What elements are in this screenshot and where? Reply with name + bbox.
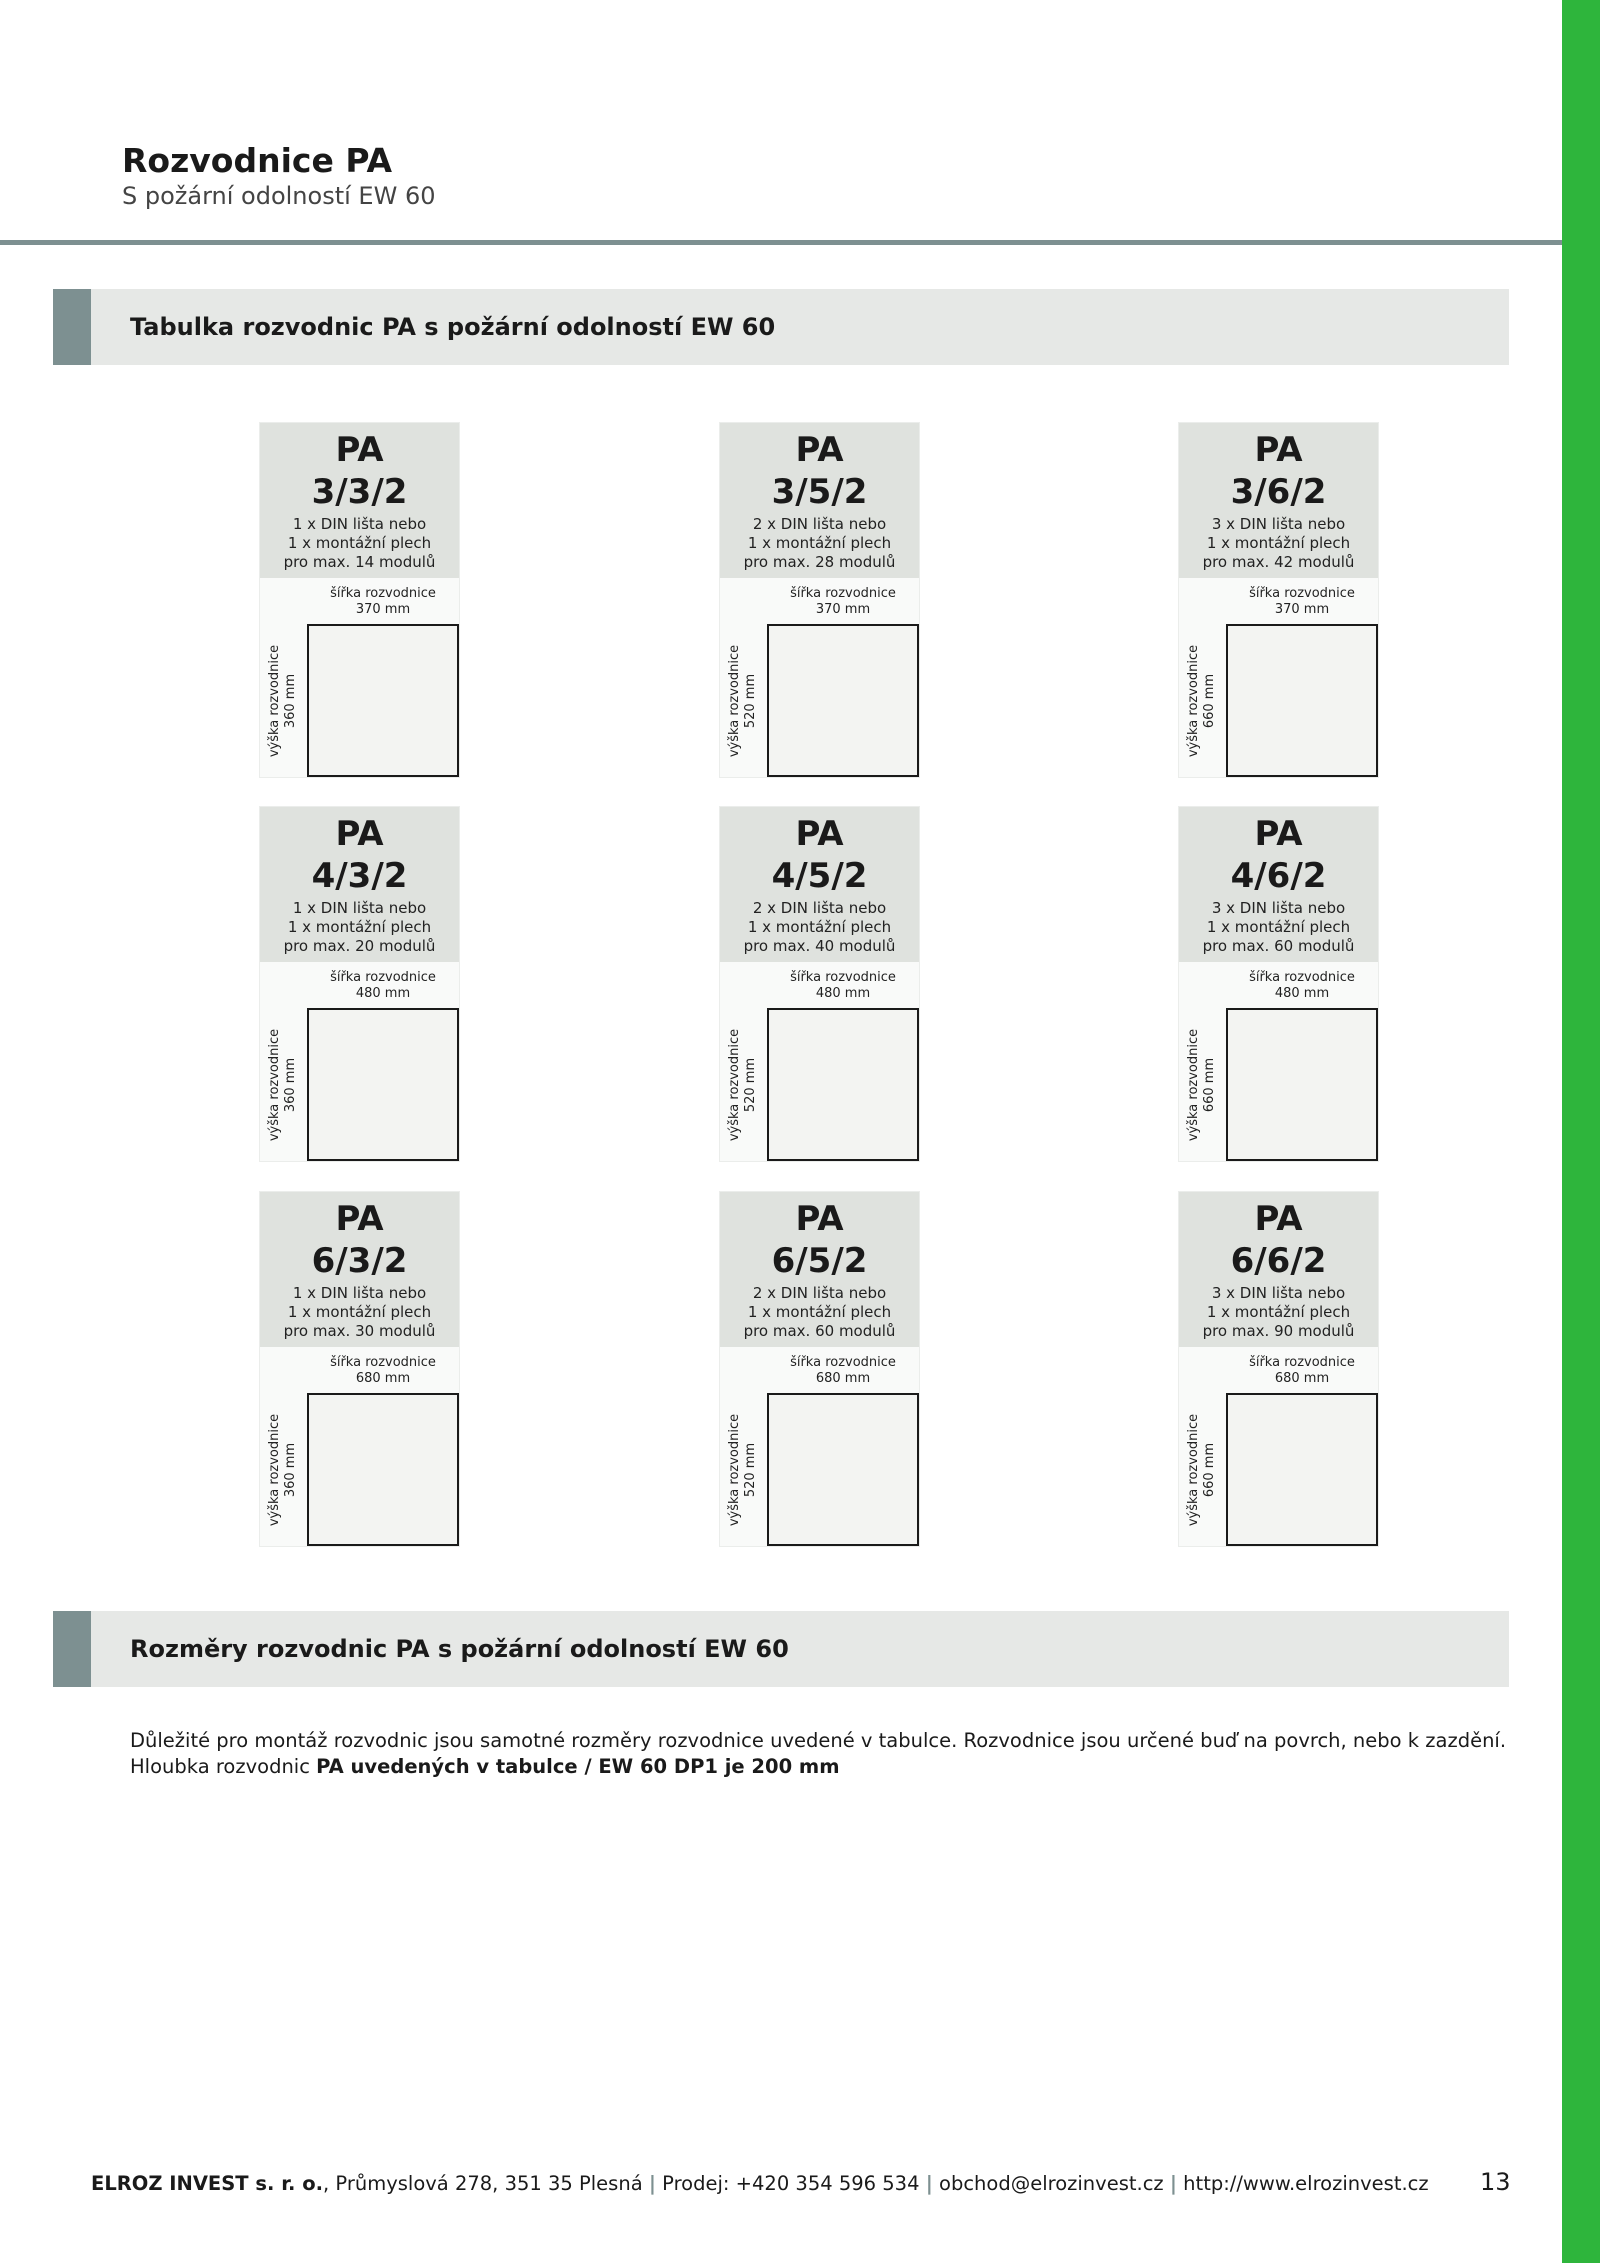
- cabinet-desc-line: 2 x DIN lišta nebo: [752, 899, 887, 917]
- cabinet-desc-line: pro max. 40 modulů: [743, 937, 896, 955]
- cabinet-model-code: 4/6/2: [1230, 856, 1327, 896]
- cabinet-height-label: [1179, 624, 1225, 777]
- cabinet-model-series: PA: [1254, 430, 1303, 470]
- page-subtitle: S požární odolností EW 60: [122, 181, 436, 210]
- cabinet-model: [720, 813, 919, 897]
- note-line-2: [130, 1754, 1510, 1780]
- height-rotated-text: [267, 1393, 299, 1546]
- section-accent: [53, 289, 91, 365]
- section-table-header: [53, 289, 1509, 365]
- cabinet-width-label: [1227, 1355, 1377, 1387]
- height-rotated-text: [267, 1008, 299, 1161]
- cabinet-desc-line: 1 x montážní plech: [747, 534, 892, 552]
- cabinet-description: [720, 1284, 919, 1341]
- cabinet-card-head: [1179, 1192, 1378, 1347]
- cabinet-desc-line: 1 x montážní plech: [287, 918, 432, 936]
- cabinet-desc-line: 1 x DIN lišta nebo: [292, 899, 427, 917]
- height-value: 360 mm: [283, 1057, 298, 1112]
- footer-separator: |: [648, 2172, 656, 2195]
- cabinet-desc-line: 1 x montážní plech: [1206, 918, 1351, 936]
- section-accent: [53, 1611, 91, 1687]
- cabinet-description: [720, 515, 919, 572]
- height-value: 520 mm: [743, 1442, 758, 1497]
- cabinet-model-series: PA: [335, 1199, 384, 1239]
- cabinet-height-label: [1179, 1393, 1225, 1546]
- footer-address: , Průmyslová 278, 351 35 Plesná: [323, 2172, 649, 2195]
- footer-phone: Prodej: +420 354 596 534: [655, 2172, 926, 2195]
- cabinet-width-label: [308, 970, 458, 1002]
- cabinet-outline: [1226, 624, 1378, 777]
- cabinet-desc-line: pro max. 20 modulů: [283, 937, 436, 955]
- cabinet-width-label: [768, 1355, 918, 1387]
- footer-separator: |: [1169, 2172, 1177, 2195]
- cabinet-model-code: 3/6/2: [1230, 472, 1327, 512]
- cabinet-width-label: [768, 586, 918, 618]
- cabinet-card: [259, 806, 460, 1162]
- width-value: 680 mm: [355, 1371, 411, 1386]
- cabinet-outline: [1226, 1008, 1378, 1161]
- cabinet-model: [720, 1198, 919, 1282]
- cabinet-card-head: [720, 807, 919, 962]
- width-caption: šířka rozvodnice: [1249, 1355, 1355, 1370]
- cabinet-card: [719, 422, 920, 778]
- cabinet-outline: [767, 624, 919, 777]
- width-value: 480 mm: [1274, 986, 1330, 1001]
- height-value: 360 mm: [283, 673, 298, 728]
- cabinet-card-head: [260, 807, 459, 962]
- cabinet-card: [259, 1191, 460, 1547]
- cabinet-model-code: 6/3/2: [311, 1241, 408, 1281]
- cabinet-height-label: [720, 624, 766, 777]
- height-rotated-text: [1186, 1008, 1218, 1161]
- cabinet-desc-line: pro max. 42 modulů: [1202, 553, 1355, 571]
- cabinet-model-code: 3/3/2: [311, 472, 408, 512]
- cabinet-desc-line: 3 x DIN lišta nebo: [1211, 515, 1346, 533]
- cabinet-height-label: [720, 1393, 766, 1546]
- height-caption: výška rozvodnice: [1186, 1028, 1201, 1141]
- cabinet-model-series: PA: [795, 430, 844, 470]
- cabinet-card: [719, 1191, 920, 1547]
- cabinet-model: [720, 429, 919, 513]
- cabinet-outline: [307, 624, 459, 777]
- cabinet-model-series: PA: [795, 814, 844, 854]
- cabinet-outline: [307, 1008, 459, 1161]
- note-line-2-prefix: Hloubka rozvodnic: [130, 1755, 317, 1778]
- height-value: 360 mm: [283, 1442, 298, 1497]
- height-caption: výška rozvodnice: [1186, 644, 1201, 757]
- cabinet-height-label: [720, 1008, 766, 1161]
- cabinet-desc-line: 1 x DIN lišta nebo: [292, 515, 427, 533]
- width-value: 480 mm: [355, 986, 411, 1001]
- cabinet-desc-line: 3 x DIN lišta nebo: [1211, 899, 1346, 917]
- cabinet-desc-line: 1 x DIN lišta nebo: [292, 1284, 427, 1302]
- page-number: 13: [1480, 2168, 1511, 2196]
- note-line-2-bold: PA uvedených v tabulce / EW 60 DP1 je 200 mm: [316, 1755, 840, 1778]
- cabinet-desc-line: pro max. 90 modulů: [1202, 1322, 1355, 1340]
- footer-website[interactable]: http://www.elrozinvest.cz: [1176, 2172, 1429, 2195]
- cabinet-model-series: PA: [335, 430, 384, 470]
- width-caption: šířka rozvodnice: [330, 586, 436, 601]
- cabinet-desc-line: 1 x montážní plech: [287, 534, 432, 552]
- width-caption: šířka rozvodnice: [330, 970, 436, 985]
- cabinet-outline: [767, 1008, 919, 1161]
- height-value: 660 mm: [1202, 1442, 1217, 1497]
- cabinet-desc-line: pro max. 28 modulů: [743, 553, 896, 571]
- height-rotated-text: [1186, 624, 1218, 777]
- cabinet-outline: [307, 1393, 459, 1546]
- cabinet-outline: [1226, 1393, 1378, 1546]
- height-caption: výška rozvodnice: [727, 644, 742, 757]
- cabinet-width-label: [768, 970, 918, 1002]
- cabinet-desc-line: pro max. 30 modulů: [283, 1322, 436, 1340]
- width-caption: šířka rozvodnice: [1249, 970, 1355, 985]
- width-caption: šířka rozvodnice: [790, 970, 896, 985]
- cabinet-width-label: [1227, 970, 1377, 1002]
- cabinet-description: [1179, 1284, 1378, 1341]
- cabinet-height-label: [260, 1393, 306, 1546]
- cabinet-card: [1178, 422, 1379, 778]
- height-caption: výška rozvodnice: [267, 1413, 282, 1526]
- cabinet-card-head: [260, 1192, 459, 1347]
- height-caption: výška rozvodnice: [727, 1028, 742, 1141]
- cabinet-card: [259, 422, 460, 778]
- height-caption: výška rozvodnice: [267, 644, 282, 757]
- cabinet-model: [1179, 429, 1378, 513]
- page-header: [122, 142, 435, 210]
- cabinet-height-label: [260, 1008, 306, 1161]
- cabinet-desc-line: 1 x montážní plech: [1206, 534, 1351, 552]
- cabinet-height-label: [260, 624, 306, 777]
- footer: [91, 2172, 1429, 2195]
- cabinet-card-head: [1179, 807, 1378, 962]
- cabinet-card-head: [720, 423, 919, 578]
- cabinet-model: [1179, 1198, 1378, 1282]
- cabinet-desc-line: 1 x montážní plech: [747, 918, 892, 936]
- width-caption: šířka rozvodnice: [330, 1355, 436, 1370]
- cabinet-desc-line: 2 x DIN lišta nebo: [752, 515, 887, 533]
- width-caption: šířka rozvodnice: [1249, 586, 1355, 601]
- cabinet-model-series: PA: [335, 814, 384, 854]
- cabinet-width-label: [308, 1355, 458, 1387]
- width-value: 480 mm: [815, 986, 871, 1001]
- width-caption: šířka rozvodnice: [790, 586, 896, 601]
- height-rotated-text: [727, 624, 759, 777]
- cabinet-description: [1179, 899, 1378, 956]
- cabinet-desc-line: pro max. 60 modulů: [743, 1322, 896, 1340]
- cabinet-desc-line: 1 x montážní plech: [747, 1303, 892, 1321]
- side-accent-bar: [1562, 0, 1600, 2263]
- cabinet-model: [260, 813, 459, 897]
- cabinet-model-series: PA: [795, 1199, 844, 1239]
- section-dimensions-header: [53, 1611, 1509, 1687]
- footer-email[interactable]: obchod@elrozinvest.cz: [932, 2172, 1170, 2195]
- height-value: 660 mm: [1202, 1057, 1217, 1112]
- height-caption: výška rozvodnice: [1186, 1413, 1201, 1526]
- cabinet-outline: [767, 1393, 919, 1546]
- dimensions-note: [130, 1728, 1510, 1780]
- cabinet-width-label: [1227, 586, 1377, 618]
- cabinet-description: [1179, 515, 1378, 572]
- cabinet-card-head: [260, 423, 459, 578]
- height-caption: výška rozvodnice: [267, 1028, 282, 1141]
- cabinet-model-code: 4/3/2: [311, 856, 408, 896]
- height-value: 520 mm: [743, 1057, 758, 1112]
- width-value: 680 mm: [815, 1371, 871, 1386]
- section-dimensions-title: Rozměry rozvodnic PA s požární odolností EW 60: [130, 1635, 789, 1663]
- cabinet-card: [719, 806, 920, 1162]
- cabinet-card-head: [1179, 423, 1378, 578]
- cabinet-desc-line: 2 x DIN lišta nebo: [752, 1284, 887, 1302]
- footer-company: ELROZ INVEST s. r. o.: [91, 2172, 324, 2195]
- height-caption: výška rozvodnice: [727, 1413, 742, 1526]
- section-table-title: Tabulka rozvodnic PA s požární odolností EW 60: [130, 313, 776, 341]
- width-caption: šířka rozvodnice: [790, 1355, 896, 1370]
- height-value: 660 mm: [1202, 673, 1217, 728]
- cabinet-description: [260, 515, 459, 572]
- cabinet-card: [1178, 806, 1379, 1162]
- width-value: 370 mm: [1274, 602, 1330, 617]
- height-rotated-text: [727, 1008, 759, 1161]
- cabinet-card-head: [720, 1192, 919, 1347]
- header-divider: [0, 240, 1562, 245]
- cabinet-desc-line: 1 x montážní plech: [287, 1303, 432, 1321]
- cabinet-desc-line: 3 x DIN lišta nebo: [1211, 1284, 1346, 1302]
- cabinet-height-label: [1179, 1008, 1225, 1161]
- cabinet-model: [260, 1198, 459, 1282]
- width-value: 680 mm: [1274, 1371, 1330, 1386]
- cabinet-model-series: PA: [1254, 1199, 1303, 1239]
- cabinet-model-code: 3/5/2: [771, 472, 868, 512]
- cabinet-model-code: 4/5/2: [771, 856, 868, 896]
- cabinet-desc-line: pro max. 14 modulů: [283, 553, 436, 571]
- height-value: 520 mm: [743, 673, 758, 728]
- cabinet-description: [260, 1284, 459, 1341]
- cabinet-description: [720, 899, 919, 956]
- height-rotated-text: [1186, 1393, 1218, 1546]
- cabinet-desc-line: 1 x montážní plech: [1206, 1303, 1351, 1321]
- width-value: 370 mm: [815, 602, 871, 617]
- footer-separator: |: [925, 2172, 933, 2195]
- page-title: Rozvodnice PA: [122, 141, 393, 180]
- cabinet-model-series: PA: [1254, 814, 1303, 854]
- cabinet-desc-line: pro max. 60 modulů: [1202, 937, 1355, 955]
- height-rotated-text: [727, 1393, 759, 1546]
- cabinet-model: [260, 429, 459, 513]
- height-rotated-text: [267, 624, 299, 777]
- note-line-1: Důležité pro montáž rozvodnic jsou samotné rozměry rozvodnice uvedené v tabulce. Rozvodnice jsou určené buď na povrch, nebo k zazdění.: [130, 1729, 1507, 1752]
- cabinet-model: [1179, 813, 1378, 897]
- width-value: 370 mm: [355, 602, 411, 617]
- cabinet-description: [260, 899, 459, 956]
- cabinet-width-label: [308, 586, 458, 618]
- cabinet-model-code: 6/5/2: [771, 1241, 868, 1281]
- cabinet-card: [1178, 1191, 1379, 1547]
- cabinet-model-code: 6/6/2: [1230, 1241, 1327, 1281]
